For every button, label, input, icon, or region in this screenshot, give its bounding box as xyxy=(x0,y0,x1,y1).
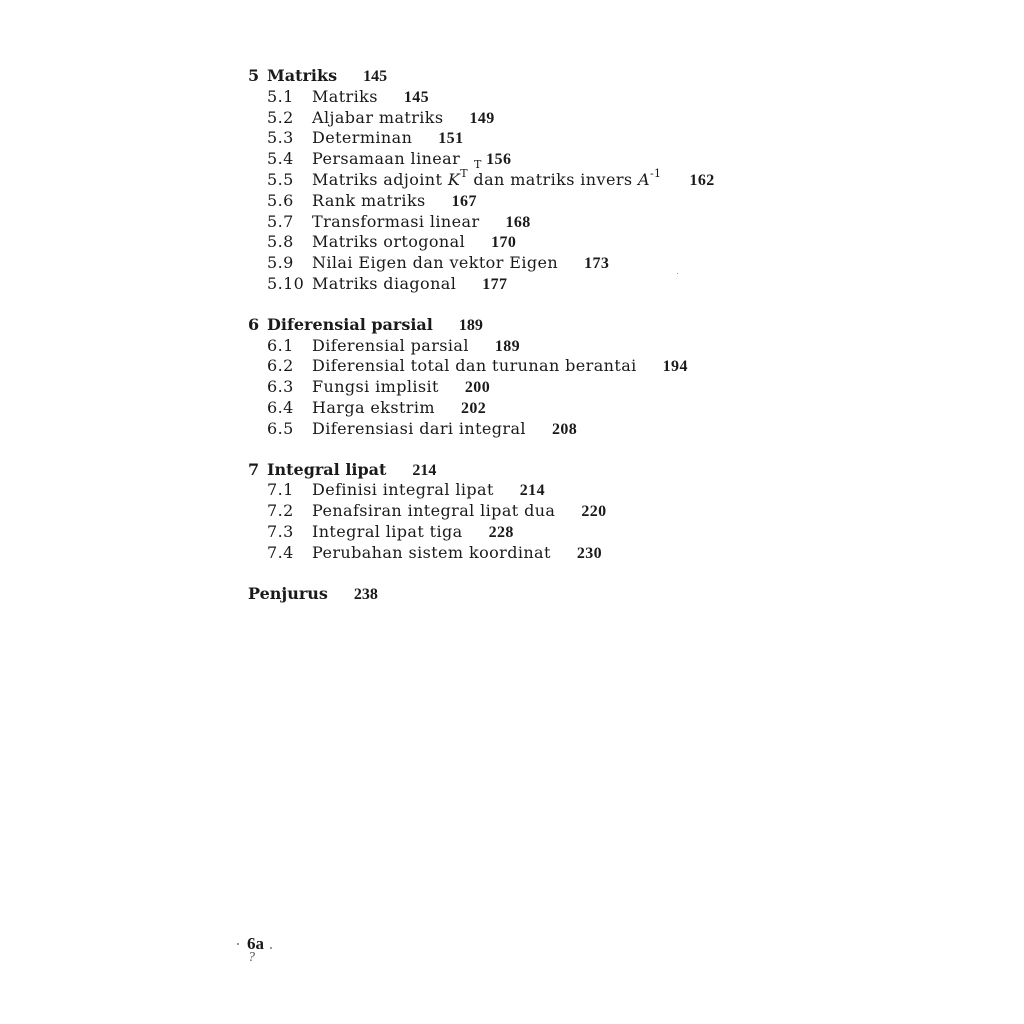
toc-entry xyxy=(248,166,808,191)
section-page: 149 xyxy=(469,109,495,127)
section-number: 6.5 xyxy=(267,418,294,438)
section-page: 177 xyxy=(482,275,508,293)
section-title: Diferensiasi dari integral xyxy=(312,418,526,438)
section-title: Harga ekstrim xyxy=(312,397,435,417)
chapter-title: Matriks xyxy=(267,66,338,85)
section-title: Matriks ortogonal xyxy=(312,232,466,252)
toc-entry xyxy=(248,501,808,522)
section-page: 145 xyxy=(403,88,430,106)
section-page: 168 xyxy=(505,213,531,231)
inverse-superscript: -1 xyxy=(649,166,662,180)
toc-entry xyxy=(248,274,808,295)
table-of-contents xyxy=(248,66,808,604)
section-page: 214 xyxy=(519,482,545,500)
toc-entry xyxy=(248,191,808,212)
toc-entry xyxy=(248,212,808,233)
chapter-heading xyxy=(248,315,808,336)
chapter-page: 214 xyxy=(412,461,437,479)
page-footer-label: 6a xyxy=(247,934,264,953)
section-page: 228 xyxy=(488,523,514,541)
section-number: 7.1 xyxy=(267,480,294,500)
toc-entry xyxy=(248,419,808,440)
matrix-a: A xyxy=(637,169,650,189)
section-title: Perubahan sistem koordinat xyxy=(312,542,551,562)
section-title: Penafsiran integral lipat dua xyxy=(312,501,556,521)
section-number: 5.10 xyxy=(267,273,305,293)
scan-speck xyxy=(237,943,239,945)
back-matter-page: 238 xyxy=(353,585,378,603)
section-title: Determinan xyxy=(312,128,413,148)
toc-entry xyxy=(248,480,808,501)
section-number: 5.8 xyxy=(267,232,294,252)
section-number: 5.4 xyxy=(267,149,294,169)
toc-entry xyxy=(248,377,808,398)
stray-superscript: T xyxy=(474,158,482,172)
chapter-number: 7 xyxy=(248,459,260,479)
section-title: Definisi integral lipat xyxy=(312,480,494,500)
chapter-5 xyxy=(248,66,808,295)
chapter-number: 6 xyxy=(248,314,260,334)
section-page: 151 xyxy=(438,130,464,148)
section-title: Transformasi linear xyxy=(312,211,480,231)
section-number: 5.9 xyxy=(267,253,294,273)
section-page: 200 xyxy=(464,379,491,397)
chapter-number: 5 xyxy=(248,66,260,85)
section-page: 170 xyxy=(491,234,517,252)
back-matter-title: Penjurus xyxy=(248,583,328,603)
toc-entry xyxy=(248,398,808,419)
scan-speck xyxy=(270,947,272,949)
section-page: 208 xyxy=(551,420,578,438)
chapter-7 xyxy=(248,460,808,564)
section-title: Matriks adjoint $K^T$ dan matriks invers $A^{-1}$ xyxy=(312,166,662,189)
chapter-heading xyxy=(248,460,808,481)
toc-entry xyxy=(248,522,808,543)
section-page: 167 xyxy=(451,192,477,210)
section-page: 173 xyxy=(584,255,610,273)
section-title: Integral lipat tiga xyxy=(312,521,463,541)
chapter-page: 145 xyxy=(363,68,388,85)
chapter-heading xyxy=(248,66,808,87)
toc-entry xyxy=(248,108,808,129)
section-number: 6.1 xyxy=(267,335,294,355)
section-number: 5.3 xyxy=(267,128,294,148)
section-title: Matriks diagonal xyxy=(312,273,457,293)
section-number: 6.2 xyxy=(267,356,294,376)
toc-entry xyxy=(248,356,808,377)
section-title: Diferensial parsial xyxy=(312,335,469,355)
section-number: 6.4 xyxy=(267,397,294,417)
section-title: Persamaan linear xyxy=(312,149,461,169)
section-page: 230 xyxy=(576,544,603,562)
section-number: 5.7 xyxy=(267,211,294,231)
section-number: 7.2 xyxy=(267,501,294,521)
section-number: 5.1 xyxy=(267,86,294,106)
toc-entry xyxy=(248,253,808,274)
section-title: Diferensial total dan turunan berantai xyxy=(312,356,637,376)
section-title: Rank matriks xyxy=(312,190,426,210)
section-page: 189 xyxy=(494,337,521,355)
chapter-page: 189 xyxy=(458,316,483,334)
transpose-superscript: T xyxy=(460,166,468,180)
section-page: 194 xyxy=(662,358,688,376)
section-number: 5.6 xyxy=(267,190,294,210)
section-title: Nilai Eigen dan vektor Eigen xyxy=(312,253,559,273)
section-title: Aljabar matriks xyxy=(312,107,444,127)
scan-speck xyxy=(677,273,678,274)
section-page: 156 xyxy=(486,151,512,169)
toc-entry xyxy=(248,87,808,108)
toc-entry xyxy=(248,128,808,149)
footer-handwritten-mark: ? xyxy=(248,950,255,965)
matrix-k: K xyxy=(447,169,461,189)
section-page: 162 xyxy=(689,171,715,189)
back-matter-entry xyxy=(248,584,808,605)
chapter-title: Integral lipat xyxy=(267,459,387,479)
chapter-title: Diferensial parsial xyxy=(267,314,433,334)
section-number: 7.4 xyxy=(267,542,294,562)
chapter-6 xyxy=(248,315,808,440)
section-page: 220 xyxy=(581,503,607,521)
section-number: 5.5 xyxy=(267,169,294,189)
section-page: 202 xyxy=(460,399,487,417)
toc-entry xyxy=(248,149,808,170)
section-number: 5.2 xyxy=(267,107,294,127)
section-number: 6.3 xyxy=(267,377,294,397)
section-title: Matriks xyxy=(312,86,378,106)
section-title: Fungsi implisit xyxy=(312,377,439,397)
section-number: 7.3 xyxy=(267,521,294,541)
toc-entry xyxy=(248,543,808,564)
toc-entry xyxy=(248,232,808,253)
toc-entry xyxy=(248,336,808,357)
